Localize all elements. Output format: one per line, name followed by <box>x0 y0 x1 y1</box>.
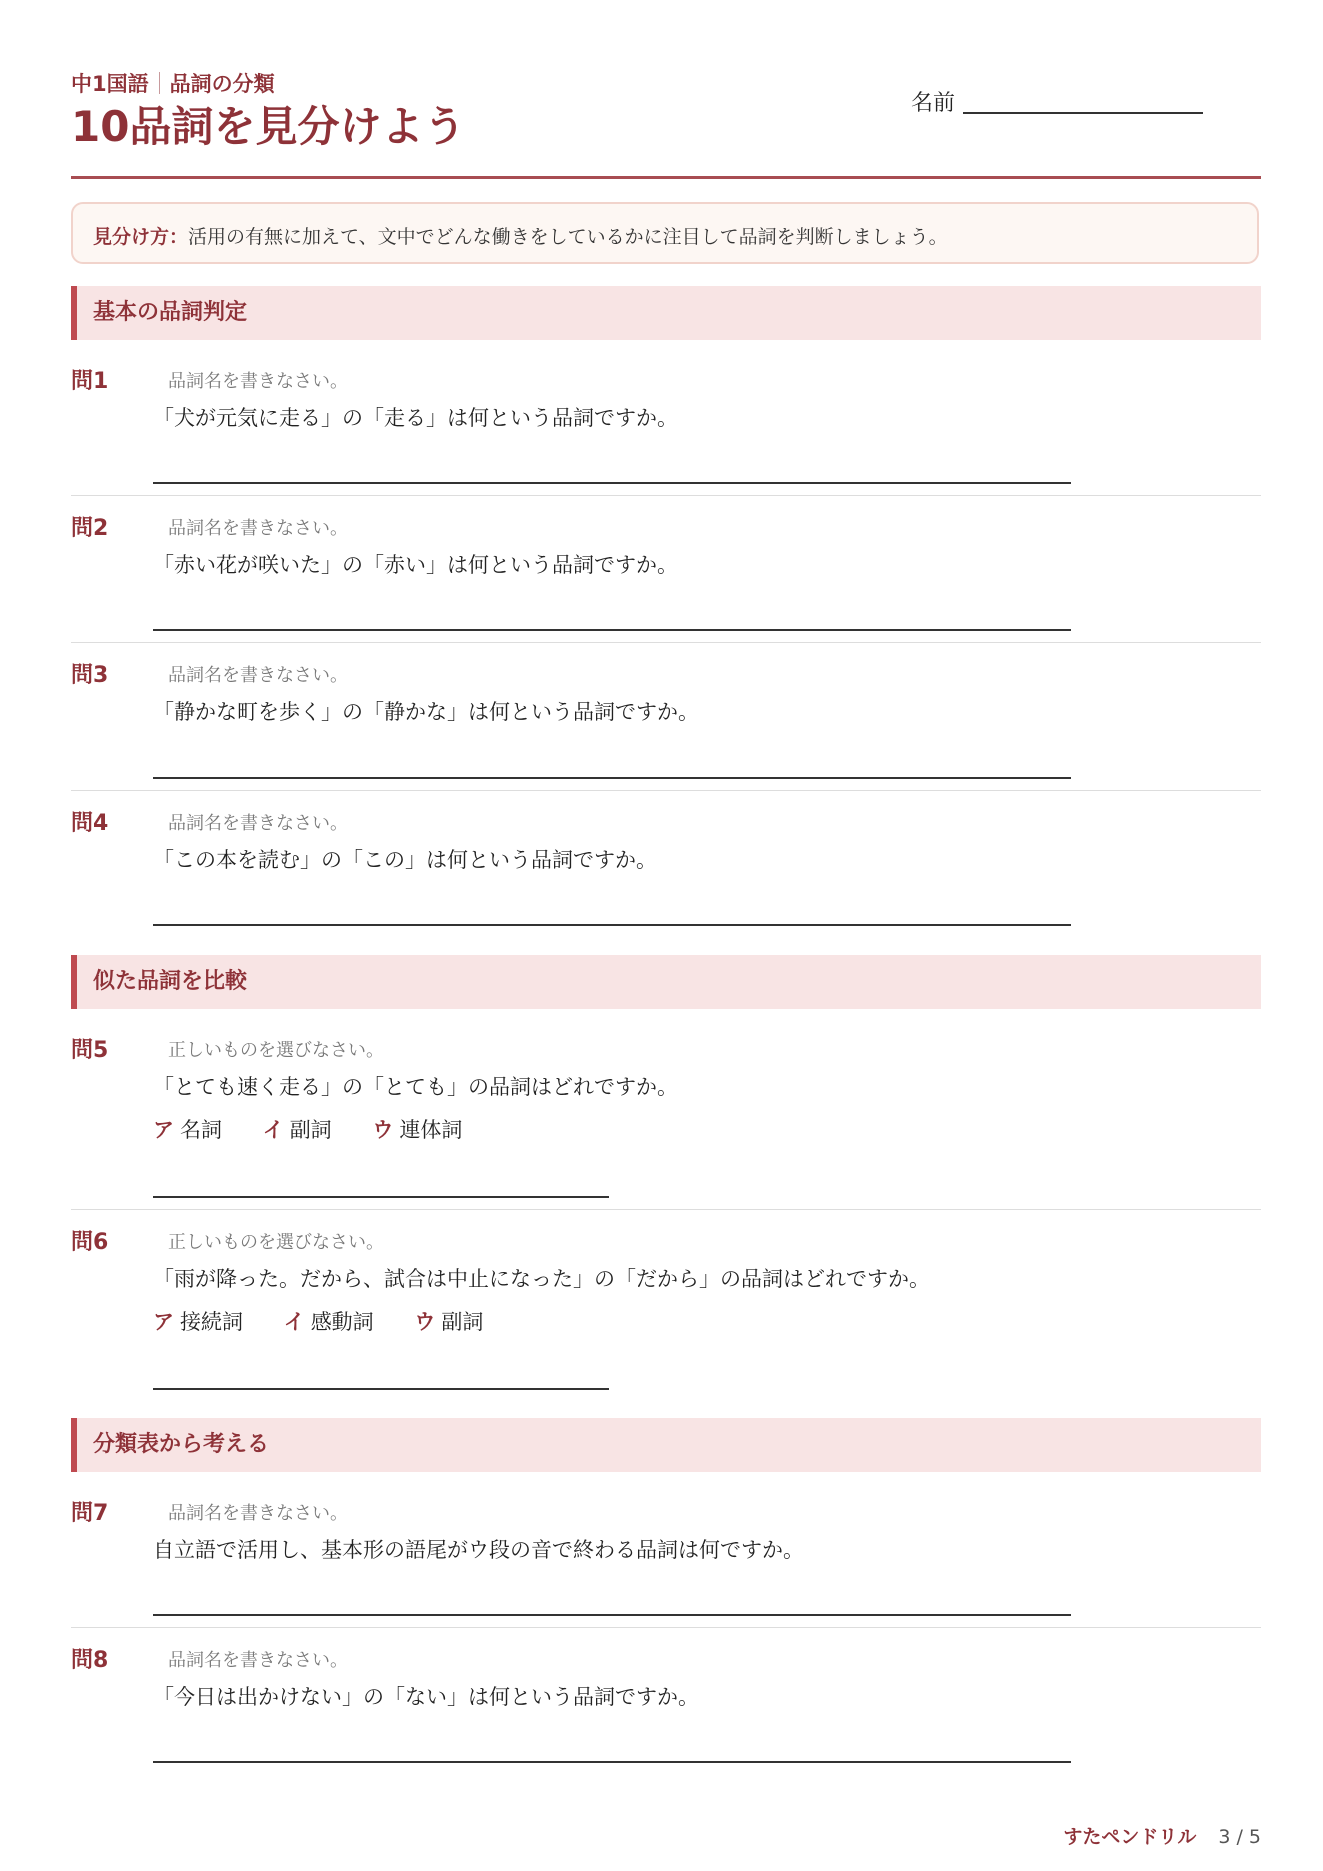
name-label: 名前 <box>911 91 956 116</box>
question-number: 問6 <box>71 1230 109 1255</box>
header-divider <box>71 176 1261 179</box>
choice-label: 感動詞 <box>310 1310 374 1334</box>
choice-label: 連体詞 <box>399 1118 463 1142</box>
question-instruction: 品詞名を書きなさい。 <box>168 1650 348 1671</box>
choice-option[interactable] <box>153 1118 222 1142</box>
question-number: 問2 <box>71 516 109 541</box>
question-divider <box>71 642 1261 643</box>
choice-label: 副詞 <box>441 1310 484 1334</box>
choice-option[interactable] <box>284 1310 374 1334</box>
question-text: 「犬が元気に走る」の「走る」は何という品詞ですか。 <box>153 406 678 430</box>
answer-line[interactable] <box>153 1761 1071 1763</box>
question-text: 「とても速く走る」の「とても」の品詞はどれですか。 <box>153 1075 678 1099</box>
choice-mark: ウ <box>372 1118 394 1142</box>
question-number: 問3 <box>71 663 109 688</box>
choice-label: 名詞 <box>180 1118 222 1142</box>
question-instruction: 正しいものを選びなさい。 <box>168 1232 384 1253</box>
brand-name: すたペンドリル <box>1063 1826 1197 1848</box>
question-instruction: 品詞名を書きなさい。 <box>168 518 348 539</box>
question-number: 問1 <box>71 369 109 394</box>
question-divider <box>71 1627 1261 1628</box>
answer-line[interactable] <box>153 1196 609 1198</box>
name-field <box>911 86 1281 117</box>
answer-line[interactable] <box>153 482 1071 484</box>
worksheet-page <box>71 0 1261 1871</box>
question-instruction: 正しいものを選びなさい。 <box>168 1040 384 1061</box>
choice-label: 接続詞 <box>180 1310 243 1334</box>
tip-text: 活用の有無に加えて、文中でどんな働きをしているかに注目して品詞を判断しましょう。 <box>188 226 948 248</box>
question-number: 問5 <box>71 1038 109 1063</box>
question-number: 問8 <box>71 1648 109 1673</box>
choice-option[interactable] <box>414 1310 483 1334</box>
question-text: 「この本を読む」の「この」は何という品詞ですか。 <box>153 848 657 872</box>
worksheet-header <box>71 0 1261 180</box>
choice-option[interactable] <box>153 1310 243 1334</box>
question-text: 「赤い花が咲いた」の「赤い」は何という品詞ですか。 <box>153 553 678 577</box>
question-number: 問4 <box>71 811 109 836</box>
choice-options <box>153 1306 517 1336</box>
answer-line[interactable] <box>153 1614 1071 1616</box>
choice-mark: イ <box>283 1310 305 1334</box>
page-number: 3 / 5 <box>1218 1826 1261 1848</box>
choice-mark: ア <box>153 1310 174 1334</box>
question-instruction: 品詞名を書きなさい。 <box>168 665 348 686</box>
topic-label: 品詞の分類 <box>169 72 275 96</box>
question-text: 「雨が降った。だから、試合は中止になった」の「だから」の品詞はどれですか。 <box>153 1267 930 1291</box>
choice-mark: ア <box>153 1118 174 1142</box>
choice-mark: イ <box>262 1118 284 1142</box>
question-text: 「今日は出かけない」の「ない」は何という品詞ですか。 <box>153 1685 699 1709</box>
section-heading: 基本の品詞判定 <box>71 286 1261 340</box>
tip-label: 見分け方： <box>93 226 189 248</box>
choice-label: 副詞 <box>289 1118 332 1142</box>
choice-option[interactable] <box>263 1118 332 1142</box>
answer-line[interactable] <box>153 629 1071 631</box>
tip-box <box>71 202 1259 264</box>
question-text: 自立語で活用し、基本形の語尾がウ段の音で終わる品詞は何ですか。 <box>153 1538 804 1562</box>
page-footer <box>1063 1822 1261 1849</box>
section-heading: 似た品詞を比較 <box>71 955 1261 1009</box>
question-text: 「静かな町を歩く」の「静かな」は何という品詞ですか。 <box>153 700 699 724</box>
answer-line[interactable] <box>153 924 1071 926</box>
answer-line[interactable] <box>153 777 1071 779</box>
subtitle-row <box>71 68 275 98</box>
subtitle-separator <box>159 72 160 94</box>
question-instruction: 品詞名を書きなさい。 <box>168 813 348 834</box>
answer-line[interactable] <box>153 1388 609 1390</box>
question-divider <box>71 790 1261 791</box>
page-title: 10品詞を見分けよう <box>71 102 466 151</box>
name-input-line[interactable] <box>963 90 1203 114</box>
choice-options <box>153 1114 496 1144</box>
question-divider <box>71 495 1261 496</box>
section-heading: 分類表から考える <box>71 1418 1261 1472</box>
choice-option[interactable] <box>372 1118 462 1142</box>
choice-mark: ウ <box>414 1310 436 1334</box>
question-divider <box>71 1209 1261 1210</box>
question-instruction: 品詞名を書きなさい。 <box>168 1503 348 1524</box>
question-number: 問7 <box>71 1501 109 1526</box>
question-instruction: 品詞名を書きなさい。 <box>168 371 348 392</box>
subject-label: 中1国語 <box>71 72 149 96</box>
